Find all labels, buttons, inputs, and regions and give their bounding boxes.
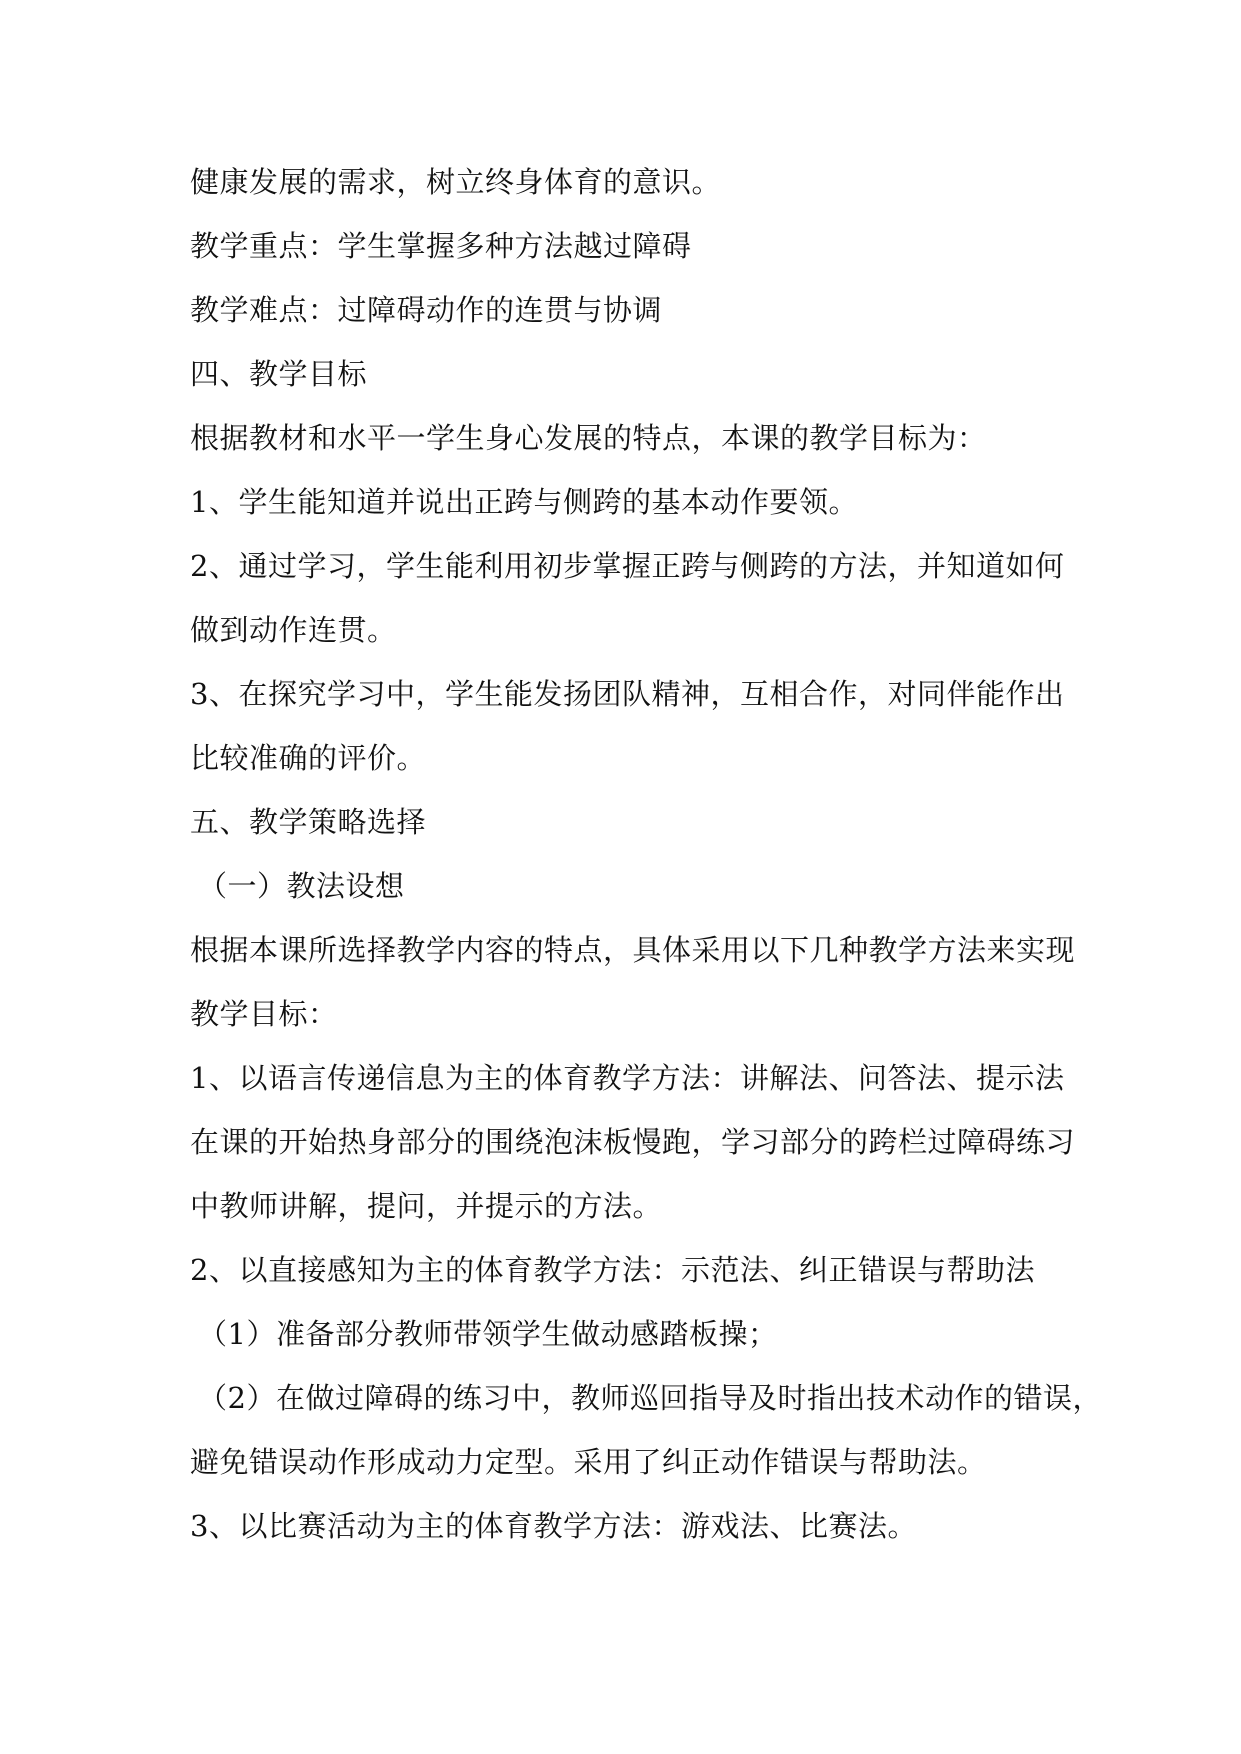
- goal-item-3-continued: 比较准确的评价。: [190, 741, 427, 775]
- method-item-1-continued: 中教师讲解，提问，并提示的方法。: [190, 1189, 663, 1223]
- teaching-focus-line: 教学重点：学生掌握多种方法越过障碍: [190, 229, 692, 263]
- paragraph-line: 根据本课所选择教学内容的特点，具体采用以下几种教学方法来实现: [190, 933, 1076, 967]
- goal-item-1: 1、学生能知道并说出正跨与侧跨的基本动作要领。: [190, 485, 858, 519]
- method-subitem-2: （2）在做过障碍的练习中，教师巡回指导及时指出技术动作的错误，: [198, 1381, 1102, 1415]
- subsection-heading-methods: （一）教法设想: [198, 869, 405, 903]
- goal-item-2-continued: 做到动作连贯。: [190, 613, 397, 647]
- section-heading-teaching-goals: 四、教学目标: [190, 357, 368, 391]
- paragraph-line: 根据教材和水平一学生身心发展的特点，本课的教学目标为：: [190, 421, 987, 455]
- paragraph-line: 教学目标：: [190, 997, 338, 1031]
- section-heading-strategy: 五、教学策略选择: [190, 805, 427, 839]
- goal-item-2: 2、通过学习，学生能利用初步掌握正跨与侧跨的方法，并知道如何: [190, 549, 1065, 583]
- method-subitem-1: （1）准备部分教师带领学生做动感踏板操；: [198, 1317, 778, 1351]
- goal-item-3: 3、在探究学习中，学生能发扬团队精神，互相合作，对同伴能作出: [190, 677, 1065, 711]
- method-item-3: 3、以比赛活动为主的体育教学方法：游戏法、比赛法。: [190, 1509, 917, 1543]
- teaching-difficulty-line: 教学难点：过障碍动作的连贯与协调: [190, 293, 663, 327]
- method-subitem-2-continued: 避免错误动作形成动力定型。采用了纠正动作错误与帮助法。: [190, 1445, 987, 1479]
- method-item-2: 2、以直接感知为主的体育教学方法：示范法、纠正错误与帮助法: [190, 1253, 1035, 1287]
- method-item-1: 1、以语言传递信息为主的体育教学方法：讲解法、问答法、提示法: [190, 1061, 1065, 1095]
- method-item-1-continued: 在课的开始热身部分的围绕泡沫板慢跑，学习部分的跨栏过障碍练习: [190, 1125, 1076, 1159]
- paragraph-line: 健康发展的需求，树立终身体育的意识。: [190, 165, 722, 199]
